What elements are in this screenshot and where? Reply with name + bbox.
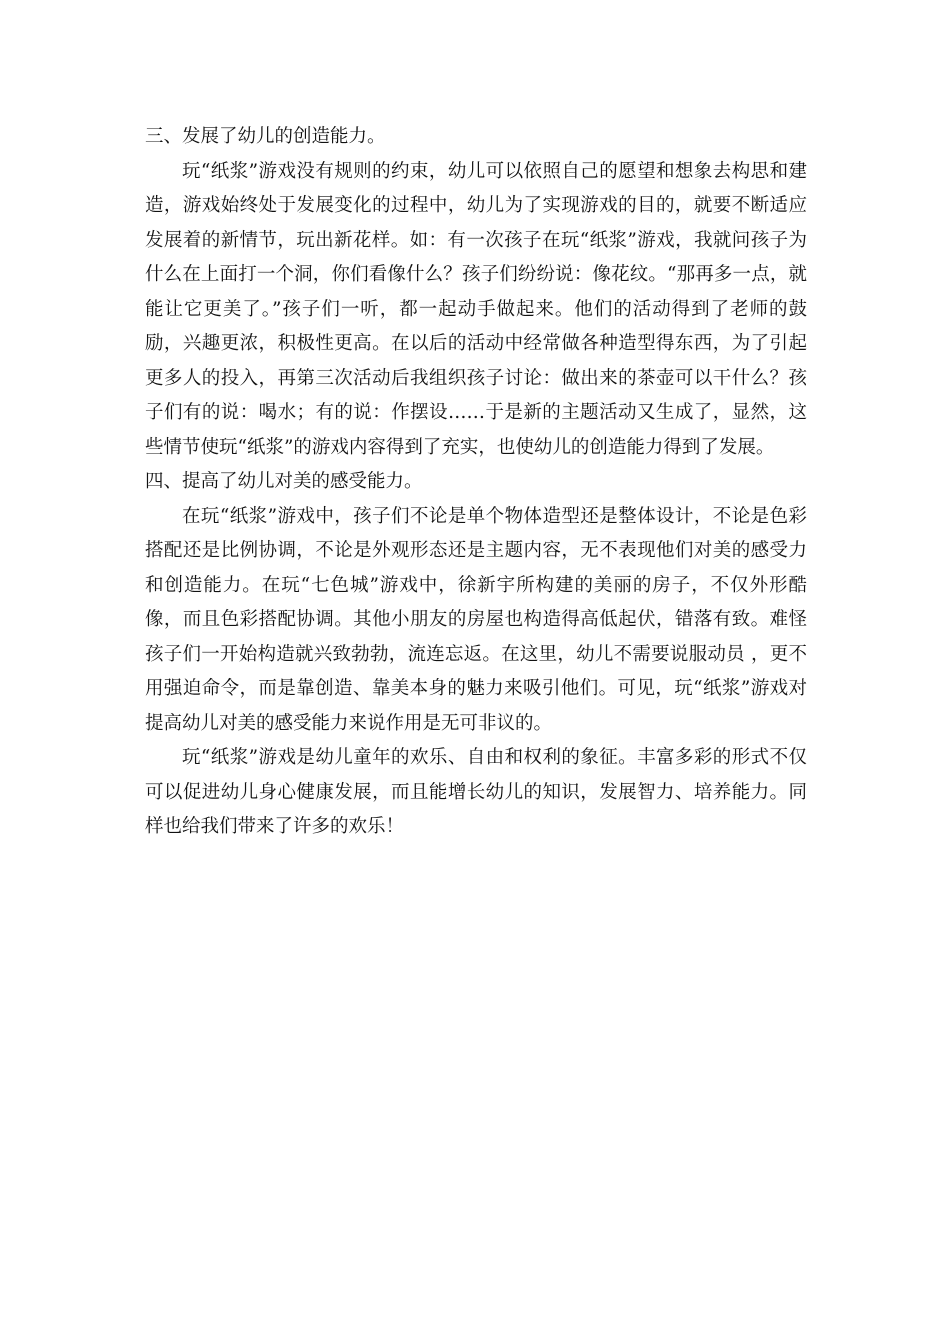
section-paragraph-4: 在玩“纸浆”游戏中，孩子们不论是单个物体造型还是整体设计，不论是色彩搭配还是比例协调，不论是外观形态还是主题内容，无不表现他们对美的感受力和创造能力。在玩“七色城”游戏中，徐新宇所构建的美丽的房子，不仅外形酷像，而且色彩搭配协调。其他小朋友的房屋也构造得高低起伏，错落有致。难怪孩子们一开始构造就兴致勃勃，流连忘返。在这里，幼儿不需要说服动员 ，更不用强迫命令，而是靠创造、靠美本身的魅力来吸引他们。可见，玩“纸浆”游戏对提高幼儿对美的感受能力来说作用是无可非议的。 — [145, 505, 807, 734]
conclusion-paragraph: 玩“纸浆”游戏是幼儿童年的欢乐、自由和权利的象征。丰富多彩的形式不仅可以促进幼儿身心健康发展，而且能增长幼儿的知识，发展智力、培养能力。同样也给我们带来了许多的欢乐！ — [145, 747, 807, 837]
document-body — [145, 120, 807, 845]
section-heading-3: 三、发展了幼儿的创造能力。 — [145, 126, 386, 147]
section-heading-4: 四、提高了幼儿对美的感受能力。 — [145, 471, 423, 492]
section-paragraph-3: 玩“纸浆”游戏没有规则的约束，幼儿可以依照自己的愿望和想象去构思和建造，游戏始终处于发展变化的过程中，幼儿为了实现游戏的目的，就要不断适应发展着的新情节，玩出新花样。如：有一次孩子在玩“纸浆”游戏，我就问孩子为什么在上面打一个洞，你们看像什么？孩子们纷纷说：像花纹。“那再多一点，就能让它更美了。”孩子们一听，都一起动手做起来。他们的活动得到了老师的鼓励，兴趣更浓，积极性更高。在以后的活动中经常做各种造型得东西，为了引起更多人的投入，再第三次活动后我组织孩子讨论：做出来的茶壶可以干什么？孩子们有的说：喝水；有的说：作摆设……于是新的主题活动又生成了，显然，这些情节使玩“纸浆”的游戏内容得到了充实，也使幼儿的创造能力得到了发展。 — [145, 160, 807, 458]
